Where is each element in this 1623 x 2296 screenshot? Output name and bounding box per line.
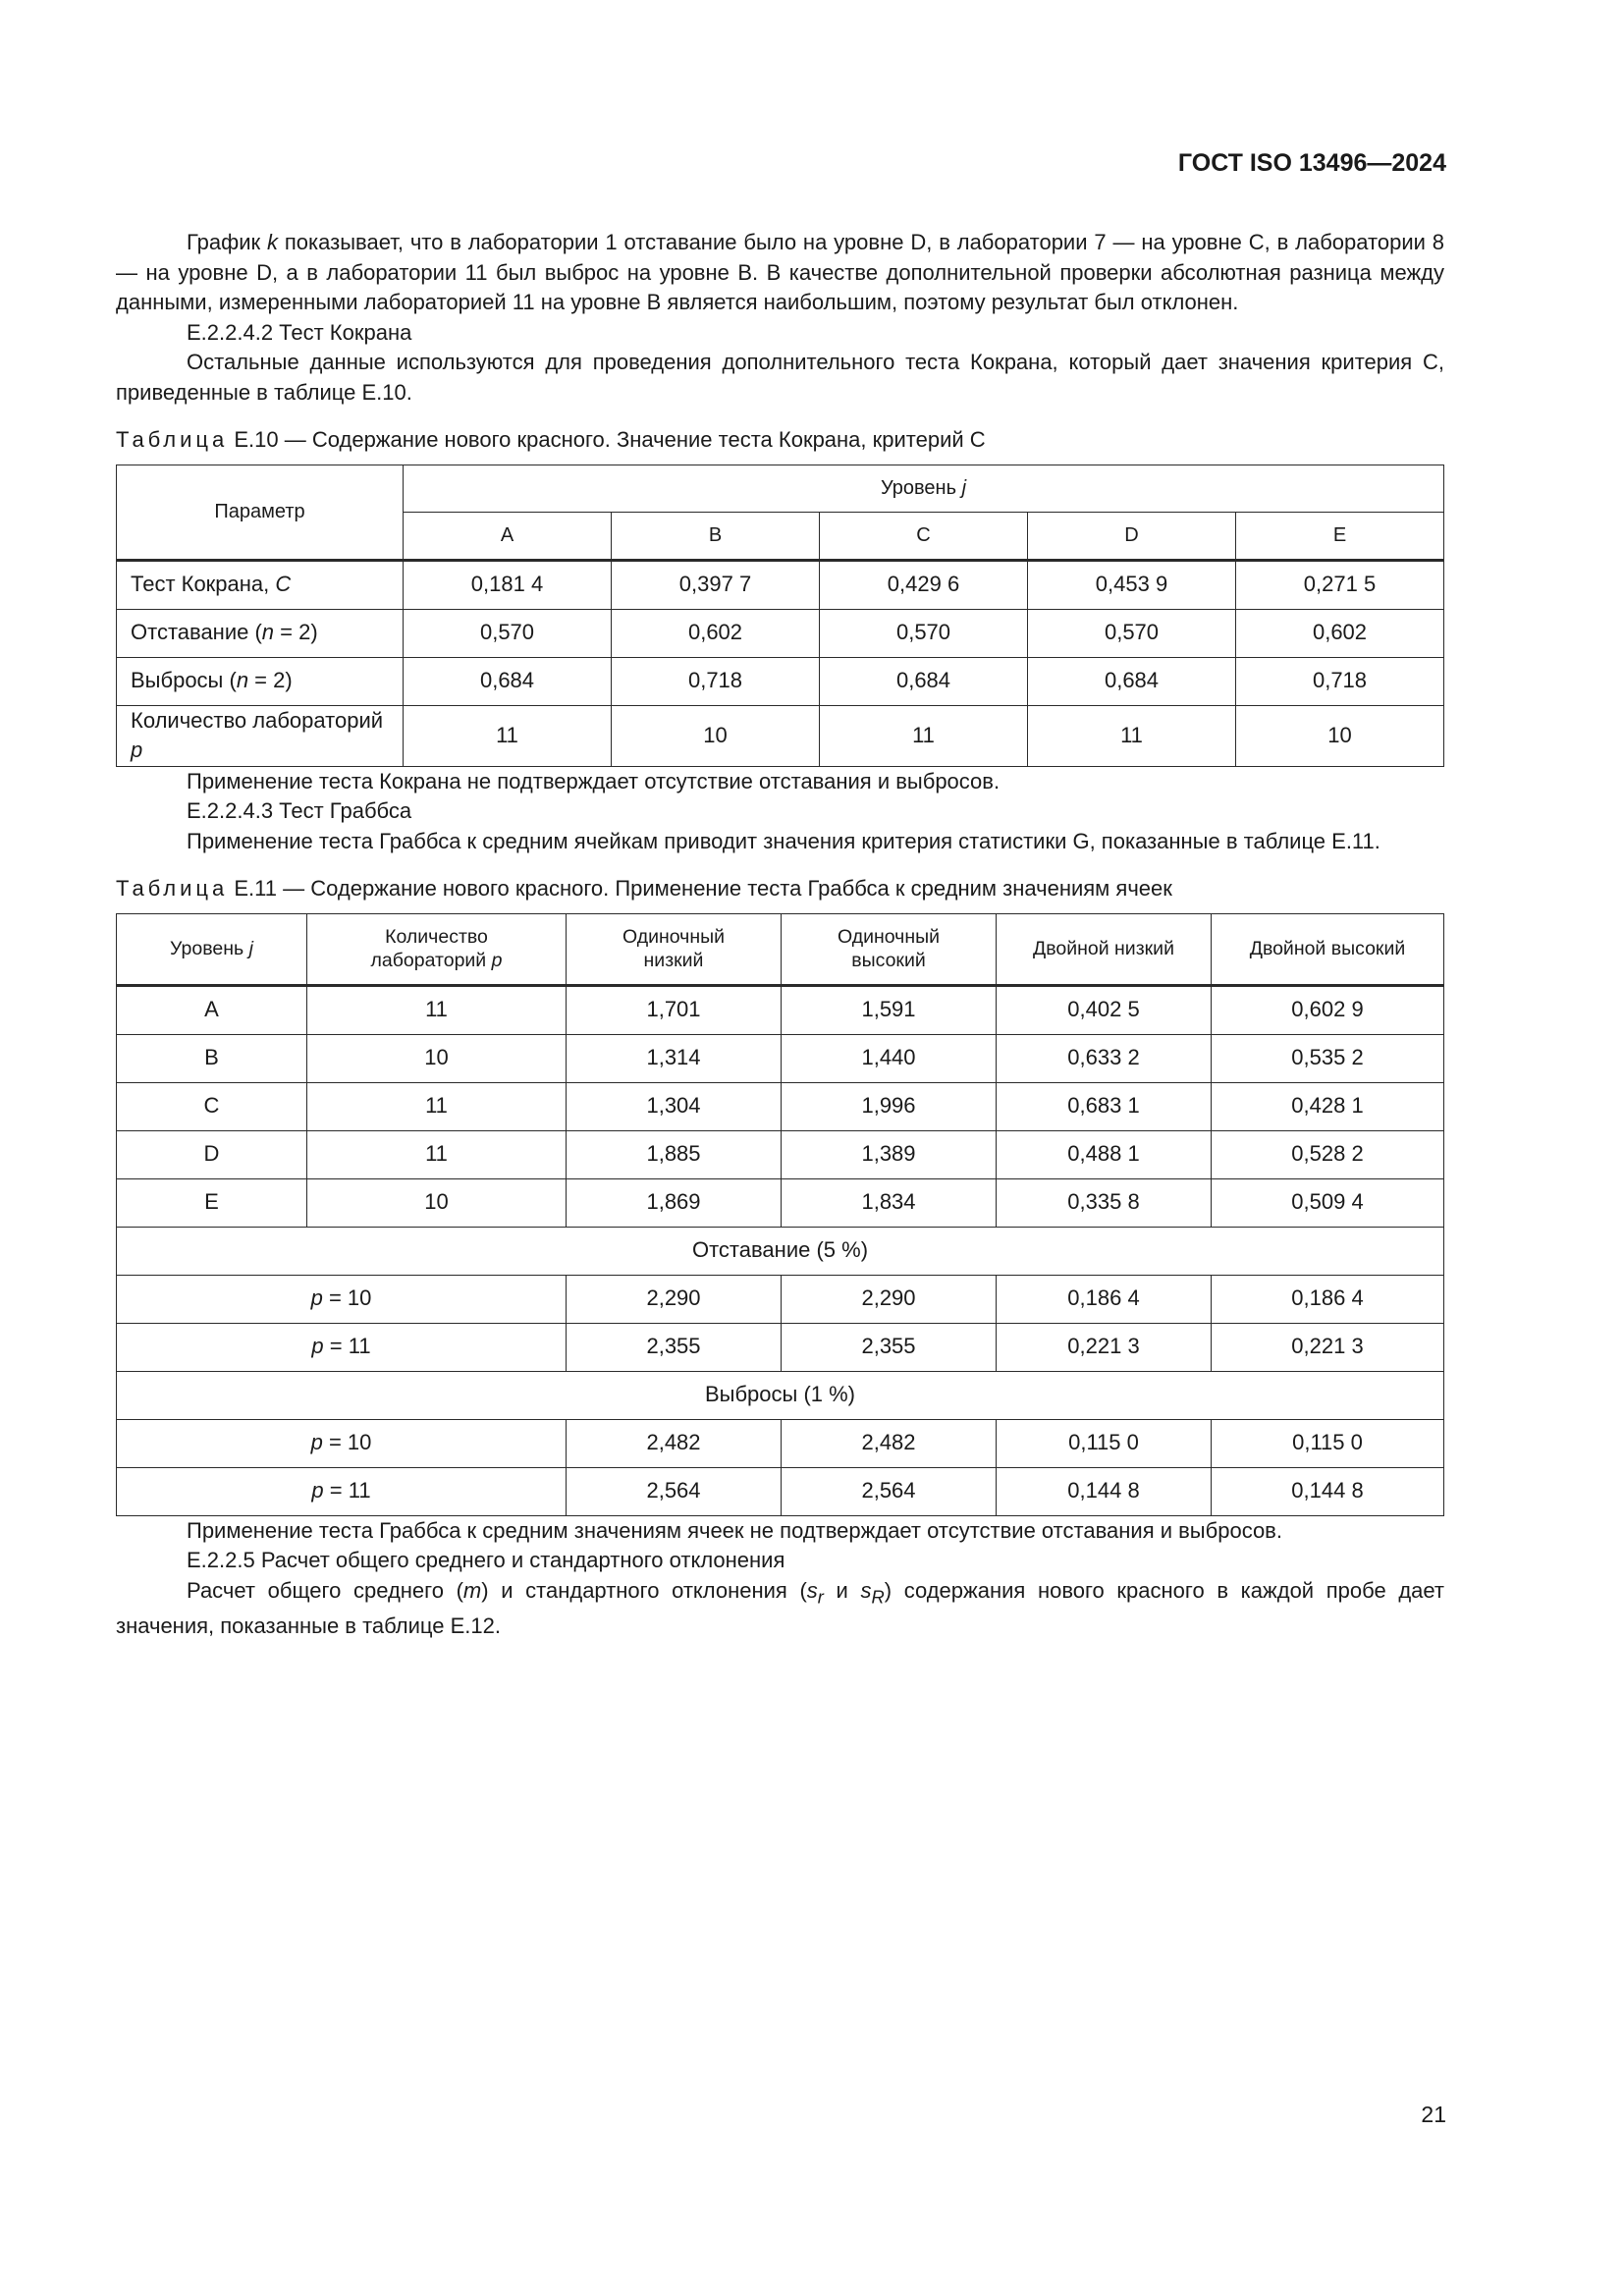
table-row [117,985,1444,1034]
p-cell [117,1275,567,1323]
table-cell: 0,397 7 [612,560,820,609]
var-p: p [310,1430,323,1455]
row-label [117,705,404,766]
header-text: Количество [385,926,488,948]
level-header: E [1236,512,1444,560]
page-number: 21 [1421,2102,1446,2127]
table-cell: 1,996 [782,1082,997,1130]
var-s: s [860,1577,872,1603]
var-p: p [310,1285,323,1311]
table-cell: 1,304 [567,1082,782,1130]
table-cell: 0,528 2 [1212,1130,1444,1178]
table-cell: 0,429 6 [820,560,1028,609]
table-cell: 0,718 [612,657,820,705]
text-span: График [187,230,268,254]
text-span: ) и стандартного отклонения ( [481,1577,807,1603]
row-label-text: Отставание ( [131,620,262,645]
paragraph-graph-k [116,228,1444,318]
row-label-text: Выбросы ( [131,668,237,693]
table-cell: 0,509 4 [1212,1178,1444,1227]
table-cell: 1,701 [567,985,782,1034]
table-row [117,657,1444,705]
header-double-high: Двойной высокий [1212,913,1444,985]
row-label-var: C [275,572,292,597]
level-header: C [820,512,1028,560]
table-cell: 0,684 [1028,657,1236,705]
table-cell: 10 [307,1178,567,1227]
table-cell: 0,570 [1028,609,1236,657]
header-text: Одиночный [622,926,726,948]
p-cell [117,1323,567,1371]
table-cell: 2,290 [567,1275,782,1323]
table-row [117,1130,1444,1178]
row-label [117,560,404,609]
section-row [117,1371,1444,1419]
caption-label: Таблица [116,876,229,901]
table-cell: 0,181 4 [404,560,612,609]
table-cell: 0,402 5 [997,985,1212,1034]
table-cell: 10 [1236,705,1444,766]
p-label: = 10 [322,1430,372,1455]
paragraph-grubbs-result: Применение теста Граббса к средним значениям ячеек не подтверждает отсутствие отставания и выбросов. [187,1517,1282,1543]
table-cell: 2,355 [782,1323,997,1371]
var-p: p [311,1478,324,1503]
var-m: m [462,1577,482,1603]
section-heading-mean-sd: E.2.2.5 Расчет общего среднего и стандартного отклонения [187,1548,785,1572]
table-row [117,1178,1444,1227]
section-heading-cochran: E.2.2.4.2 Тест Кокрана [187,319,412,345]
header-level-text: Уровень [880,476,962,499]
table-cell: 1,885 [567,1130,782,1178]
table-cell: 0,683 1 [997,1082,1212,1130]
header-text: Одиночный [837,926,941,948]
table-e11 [116,913,1444,1516]
table-row [117,1034,1444,1082]
paragraph-cochran: Остальные данные используются для проведения дополнительного теста Кокрана, который дает значения критерия C, приведенные в таблице E.10. [116,350,1444,405]
text-span: показывает, что в лаборатории 1 отставание было на уровне D, в лаборатории 7 — на уровне C, в лаборатории 8 — на уровне D, а в лаборатории 11 был выброс на уровне B. В качестве дополнительной проверки абсолютная разница между данными, измеренными лабораторией 11 на уровне B является наибольшим, поэтому результат был отклонен. [116,230,1444,314]
table-cell: 0,271 5 [1236,560,1444,609]
table-cell: 11 [404,705,612,766]
table-row [117,1323,1444,1371]
section-title: Отставание (5 %) [117,1227,1444,1275]
table-row [117,705,1444,766]
header-level [117,913,307,985]
table-row [117,1275,1444,1323]
table-cell: C [117,1082,307,1130]
row-label-text: Тест Кокрана, [131,572,276,597]
table-cell: 0,602 [1236,609,1444,657]
table-cell: 0,335 8 [997,1178,1212,1227]
table-cell: 2,564 [567,1467,782,1515]
var-k: k [267,230,279,254]
table-cell: 0,144 8 [1212,1467,1444,1515]
table-cell: 0,535 2 [1212,1034,1444,1082]
table-cell: 1,440 [782,1034,997,1082]
level-header: A [404,512,612,560]
header-labs [307,913,567,985]
table-cell: 0,570 [820,609,1028,657]
level-header: B [612,512,820,560]
table-cell: 2,564 [782,1467,997,1515]
table-cell: 1,591 [782,985,997,1034]
row-label-suffix: = 2) [274,620,318,645]
header-single-high [782,913,997,985]
p-label: = 11 [323,1478,371,1503]
p-cell [117,1467,567,1515]
header-text: высокий [851,950,926,971]
table-cell: 0,221 3 [997,1323,1212,1371]
table-row [117,1419,1444,1467]
section-row [117,1227,1444,1275]
row-label-text: Количество лабораторий [131,707,384,733]
table-cell: B [117,1034,307,1082]
header-double-low: Двойной низкий [997,913,1212,985]
table-cell: 0,453 9 [1028,560,1236,609]
table-cell: 0,684 [404,657,612,705]
section-title: Выбросы (1 %) [117,1371,1444,1419]
row-label-var: n [261,620,275,645]
table-cell: A [117,985,307,1034]
caption-text: E.11 — Содержание нового красного. Применение теста Граббса к средним значениям ячеек [228,876,1172,901]
table-cell: 11 [307,1130,567,1178]
header-single-low [567,913,782,985]
header-text: низкий [643,950,704,971]
var-s: s [806,1577,818,1603]
header-text: Уровень [170,938,249,959]
table-row [117,1467,1444,1515]
table-cell: 0,186 4 [1212,1275,1444,1323]
table-cell: D [117,1130,307,1178]
table-cell: 0,684 [820,657,1028,705]
table-cell: 0,633 2 [997,1034,1212,1082]
text-span: ) содержания нового красного в каждой пробе дает значения, показанные в таблице E.12. [116,1577,1444,1639]
table-row [117,609,1444,657]
p-label: = 10 [322,1285,372,1311]
var-r: r [817,1585,824,1607]
paragraph-cochran-result: Применение теста Кокрана не подтверждает отсутствие отставания и выбросов. [187,768,1001,793]
table-cell: 0,602 9 [1212,985,1444,1034]
table-cell: 0,428 1 [1212,1082,1444,1130]
caption-text: E.10 — Содержание нового красного. Значение теста Кокрана, критерий C [228,427,986,452]
table-cell: 0,488 1 [997,1130,1212,1178]
header-text: лабораторий [370,950,492,971]
table-cell: 1,834 [782,1178,997,1227]
var-j: j [248,938,253,959]
table-cell: 1,389 [782,1130,997,1178]
table-cell: 0,115 0 [1212,1419,1444,1467]
var-j: j [961,476,967,499]
var-p: p [311,1334,324,1359]
table-cell: 2,482 [567,1419,782,1467]
table-cell: 11 [820,705,1028,766]
table-cell: 0,144 8 [997,1467,1212,1515]
var-p: p [491,950,503,971]
document-id: ГОСТ ISO 13496—2024 [1177,149,1446,177]
table-cell: 0,570 [404,609,612,657]
table-cell: 1,314 [567,1034,782,1082]
paragraph-mean-sd [116,1576,1444,1642]
header-level [404,465,1444,512]
table-cell: 2,290 [782,1275,997,1323]
caption-label: Таблица [116,427,229,452]
table-cell: 10 [307,1034,567,1082]
var-R: R [871,1585,885,1607]
table11-caption [116,874,1444,904]
table-cell: 0,186 4 [997,1275,1212,1323]
table-cell: 2,482 [782,1419,997,1467]
table-row [117,560,1444,609]
table-cell: 11 [307,1082,567,1130]
table-cell: 0,115 0 [997,1419,1212,1467]
row-label [117,657,404,705]
text-span: Расчет общего среднего ( [187,1577,463,1603]
p-label: = 11 [323,1334,371,1359]
header-param: Параметр [117,465,404,560]
table-row [117,1082,1444,1130]
text-span: и [823,1577,861,1603]
row-label-suffix: = 2) [248,668,293,693]
p-cell [117,1419,567,1467]
table-cell: 1,869 [567,1178,782,1227]
page-content [116,228,1444,1642]
row-label [117,609,404,657]
table-e10 [116,465,1444,767]
table10-caption [116,425,1444,456]
table-cell: 2,355 [567,1323,782,1371]
table-cell: 10 [612,705,820,766]
table-cell: 11 [1028,705,1236,766]
table-cell: E [117,1178,307,1227]
table-cell: 0,718 [1236,657,1444,705]
paragraph-grubbs: Применение теста Граббса к средним ячейкам приводит значения критерия статистики G, показанные в таблице E.11. [187,828,1380,853]
row-label-var: p [131,738,143,762]
section-heading-grubbs: E.2.2.4.3 Тест Граббса [187,798,412,823]
table-cell: 11 [307,985,567,1034]
row-label-var: n [236,668,249,693]
level-header: D [1028,512,1236,560]
table-cell: 0,221 3 [1212,1323,1444,1371]
table-cell: 0,602 [612,609,820,657]
